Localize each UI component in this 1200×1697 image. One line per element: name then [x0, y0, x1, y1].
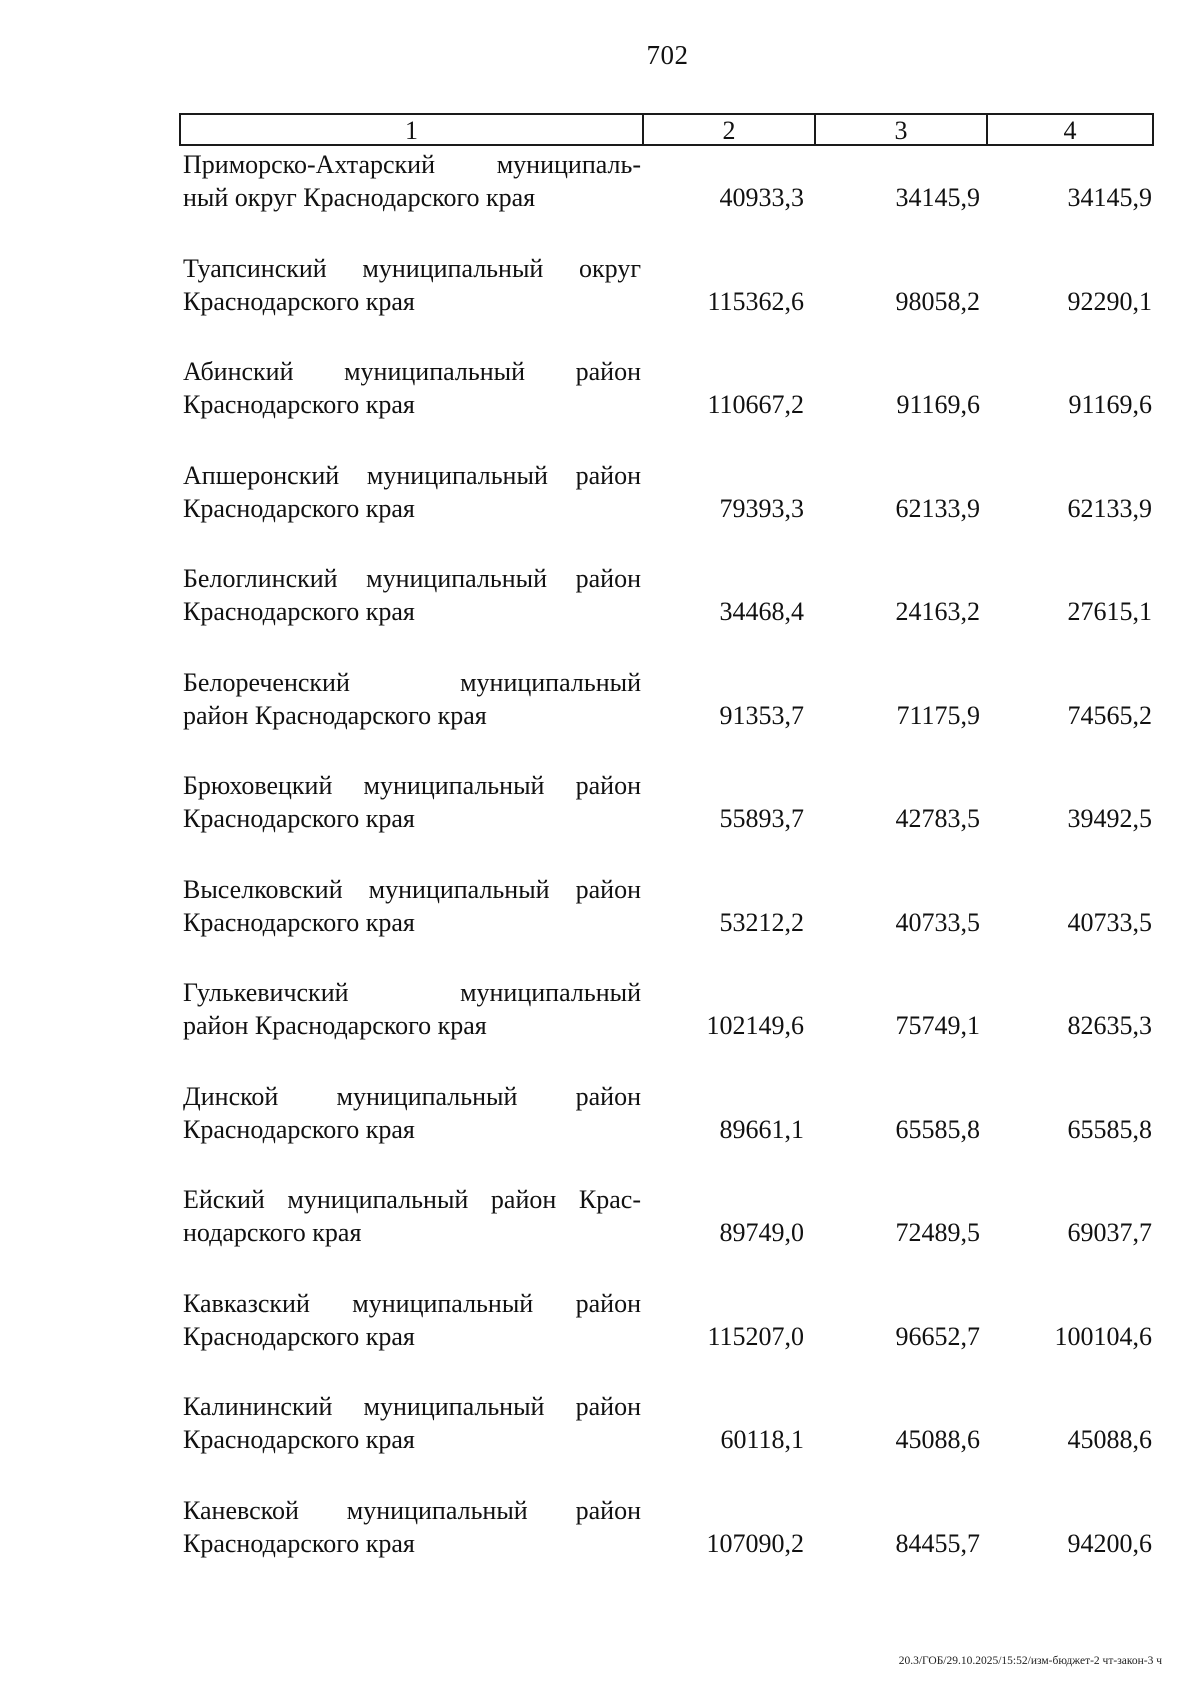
value-column-2: 53212,2 [719, 907, 804, 937]
table-row [179, 769, 1154, 873]
municipality-name-line: Краснодарского края [183, 907, 415, 937]
municipality-name-line: Белоглинский муниципальный район [183, 564, 641, 593]
municipality-name-line: Выселковский муниципальный район [183, 874, 641, 904]
table-row [179, 1390, 1154, 1494]
municipality-name-line: Динской муниципальный район [183, 1081, 641, 1111]
table-row [179, 873, 1154, 977]
value-column-2: 115362,6 [707, 286, 804, 316]
value-column-3: 72489,5 [895, 1218, 980, 1247]
header-cell-1: 1 [405, 115, 418, 145]
municipality-name [183, 976, 641, 1042]
value-column-4: 34145,9 [1067, 183, 1152, 212]
value-column-4: 39492,5 [1067, 804, 1152, 833]
municipality-name-line: Абинский муниципальный район [183, 357, 641, 386]
value-column-4: 45088,6 [1067, 1425, 1152, 1454]
value-column-2: 89661,1 [719, 1114, 804, 1144]
municipality-name-line: Калининский муниципальный район [183, 1392, 641, 1421]
header-cell-2: 2 [642, 115, 814, 144]
municipality-name [183, 873, 641, 939]
page-number: 702 [646, 40, 689, 70]
table-body [179, 148, 1154, 1597]
header-cell-4: 4 [986, 115, 1152, 144]
column-number-header [179, 113, 1154, 146]
value-column-2: 40933,3 [719, 183, 804, 212]
municipality-name-line: Кавказский муниципальный район [183, 1288, 641, 1318]
value-column-3: 34145,9 [895, 183, 980, 212]
value-column-4: 74565,2 [1067, 700, 1152, 730]
municipality-name [183, 1287, 641, 1353]
value-column-2: 79393,3 [719, 493, 804, 523]
value-column-3: 98058,2 [895, 286, 980, 316]
table-row [179, 1287, 1154, 1391]
value-column-4: 100104,6 [1054, 1321, 1152, 1351]
value-column-2: 91353,7 [719, 700, 804, 730]
value-column-3: 42783,5 [895, 804, 980, 833]
municipality-name-line: Брюховецкий муниципальный район [183, 771, 641, 800]
table-row [179, 355, 1154, 459]
value-column-3: 75749,1 [895, 1011, 980, 1040]
value-column-4: 94200,6 [1067, 1528, 1152, 1558]
municipality-name [183, 1183, 641, 1249]
municipality-name-line: нодарского края [183, 1218, 362, 1247]
table-row [179, 976, 1154, 1080]
municipality-name-line: район Краснодарского края [183, 1011, 487, 1040]
value-column-3: 40733,5 [895, 907, 980, 937]
municipality-name [183, 1390, 641, 1456]
value-column-2: 107090,2 [706, 1528, 804, 1558]
value-column-4: 62133,9 [1067, 493, 1152, 523]
value-column-3: 96652,7 [895, 1321, 980, 1351]
table-row [179, 1080, 1154, 1184]
value-column-4: 91169,6 [1068, 390, 1152, 419]
value-column-4: 69037,7 [1067, 1218, 1152, 1247]
table-row [179, 666, 1154, 770]
value-column-2: 60118,1 [720, 1425, 804, 1454]
municipality-name-line: Краснодарского края [183, 1425, 415, 1454]
municipality-name-line: Гулькевичский муниципальный [183, 978, 641, 1007]
municipality-name [183, 1080, 641, 1146]
municipality-name-line: Краснодарского края [183, 804, 415, 833]
municipality-name-line: район Краснодарского края [183, 700, 487, 730]
municipality-name [183, 769, 641, 835]
municipality-name-line: ный округ Краснодарского края [183, 183, 536, 212]
header-cell-3: 3 [814, 115, 986, 144]
value-column-2: 110667,2 [707, 390, 804, 419]
municipality-name-line: Белореченский муниципальный [183, 667, 641, 697]
municipality-name-line: Ейский муниципальный район Крас- [183, 1185, 641, 1214]
municipality-name [183, 459, 641, 525]
municipality-name [183, 666, 641, 732]
table-row [179, 459, 1154, 563]
table-row [179, 562, 1154, 666]
value-column-4: 82635,3 [1067, 1011, 1152, 1040]
table-row [179, 1494, 1154, 1598]
municipality-name-line: Краснодарского края [183, 1528, 415, 1558]
municipality-name [183, 148, 641, 214]
value-column-2: 102149,6 [706, 1011, 804, 1040]
value-column-3: 71175,9 [896, 700, 980, 730]
municipality-name-line: Туапсинский муниципальный округ [183, 253, 641, 283]
municipality-name-line: Приморско-Ахтарский муниципаль- [183, 150, 641, 179]
value-column-3: 65585,8 [895, 1114, 980, 1144]
table-row [179, 148, 1154, 252]
value-column-2: 115207,0 [707, 1321, 804, 1351]
municipality-name-line: Краснодарского края [183, 493, 415, 523]
municipality-name [183, 1494, 641, 1560]
value-column-2: 89749,0 [719, 1218, 804, 1247]
value-column-3: 45088,6 [895, 1425, 980, 1454]
municipality-name-line: Краснодарского края [183, 390, 415, 419]
municipality-name-line: Краснодарского края [183, 1321, 415, 1351]
value-column-4: 92290,1 [1067, 286, 1152, 316]
municipality-name [183, 355, 641, 421]
value-column-2: 34468,4 [719, 597, 804, 626]
value-column-4: 27615,1 [1067, 597, 1152, 626]
municipality-name [183, 252, 641, 318]
municipality-name-line: Краснодарского края [183, 286, 415, 316]
municipality-name-line: Каневской муниципальный район [183, 1495, 641, 1525]
value-column-3: 24163,2 [895, 597, 980, 626]
municipality-name-line: Апшеронский муниципальный район [183, 460, 641, 490]
footer-document-stamp: 20.3/ГОБ/29.10.2025/15:52/изм-бюджет-2 чт-закон-3 ч [898, 1655, 1162, 1667]
value-column-3: 84455,7 [895, 1528, 980, 1558]
value-column-3: 62133,9 [895, 493, 980, 523]
municipality-name-line: Краснодарского края [183, 1114, 415, 1144]
municipality-name-line: Краснодарского края [183, 597, 415, 626]
table-row [179, 252, 1154, 356]
value-column-4: 40733,5 [1067, 907, 1152, 937]
municipality-name [183, 562, 641, 628]
value-column-3: 91169,6 [896, 390, 980, 419]
value-column-4: 65585,8 [1067, 1114, 1152, 1144]
value-column-2: 55893,7 [719, 804, 804, 833]
table-row [179, 1183, 1154, 1287]
